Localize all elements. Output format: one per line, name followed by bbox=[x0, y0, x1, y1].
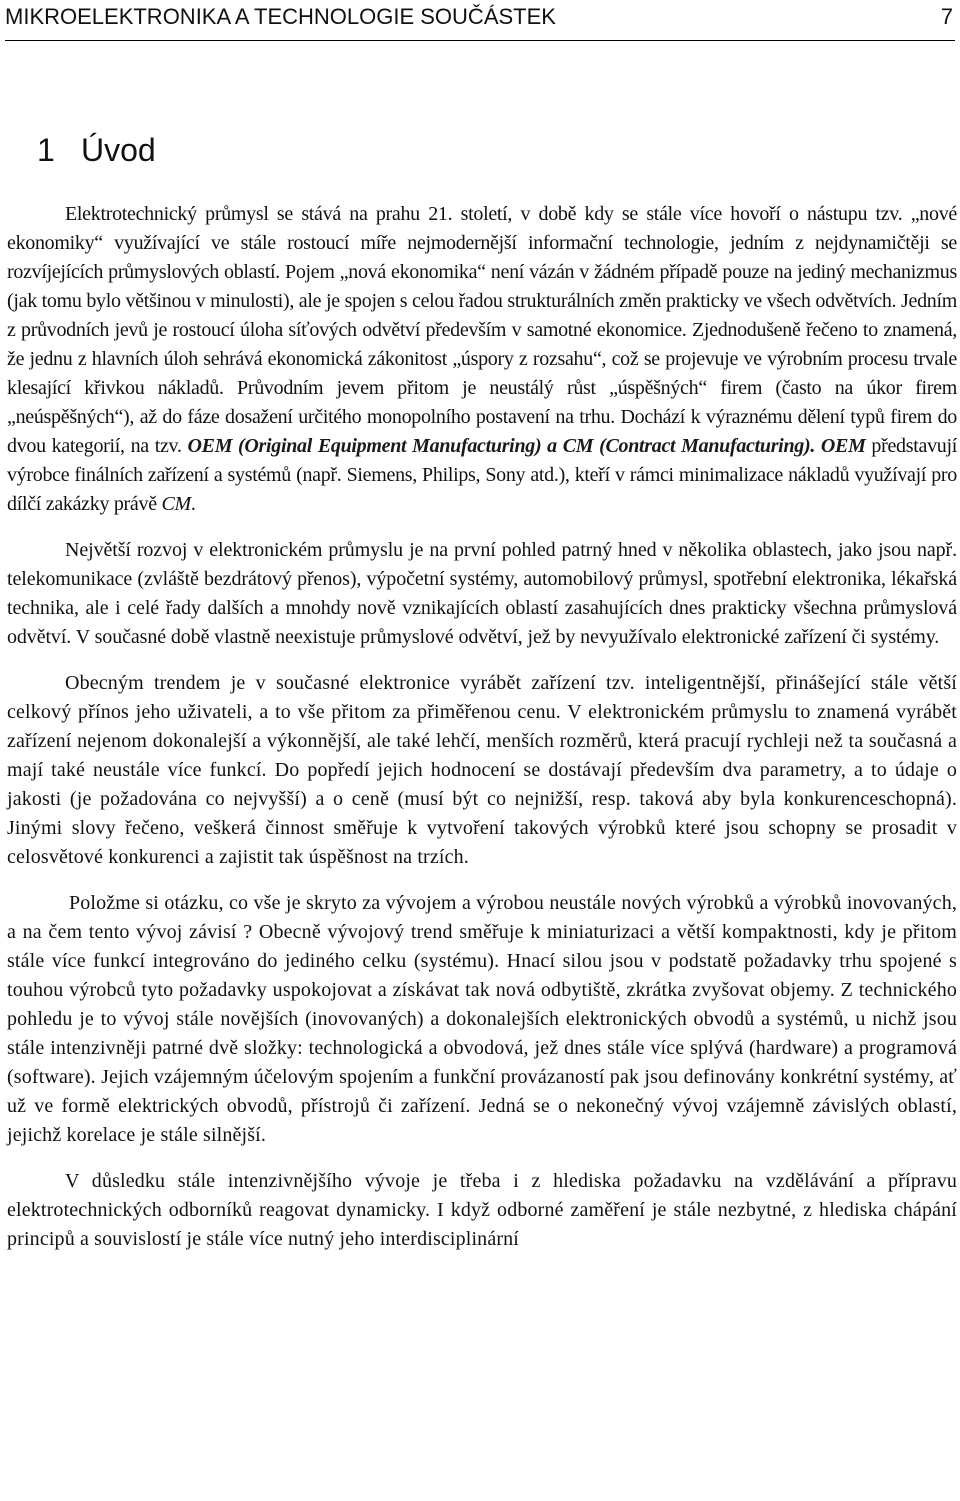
chapter-heading bbox=[37, 128, 156, 172]
paragraph-growth: Největší rozvoj v elektronickém průmyslu je na první pohled patrný hned v několika oblastech, jako jsou např. telekomunikace (zvláště bezdrátový přenos), výpočetní systémy, automobilový průmysl, spotřební elektronika, lékařská technika, ale i celé řady dalších a mnohdy nově vznikajících oblastí zasahujících dnes prakticky všechna průmyslová odvětví. V současné době vlastně neexistuje průmyslové odvětví, jež by nevyužívalo elektronické zařízení či systémy. bbox=[7, 539, 957, 648]
page-number: 7 bbox=[940, 4, 953, 29]
chapter-title: Úvod bbox=[81, 132, 156, 168]
paragraph-intro-part-a: Elektrotechnický průmysl se stává na prahu 21. století, v době kdy se stále více hovoří o nástupu tzv. „nové ekonomiky“ využívající ve stále rostoucí míře nejmodernější informační technologie, jedním z nejdynamičtěji se rozvíjejících průmyslových oblastí. Pojem „nová ekonomika“ není vázán v žádném případě pouze na jediný mechanizmus (jak tomu bylo většinou v minulosti), ale je spojen s celou řadou strukturálních změn prakticky ve všech odvětvích. Jedním z průvodních jevů je rostoucí úloha síťových odvětví především v samotné ekonomice. Zjednodušeně řečeno to znamená, že jednu z hlavních úloh sehrává ekonomická zákonitost „úspory z rozsahu“, což se projevuje ve výrobním procesu trvale klesající křivkou nákladů. Průvodním jevem přitom je neustálý růst „úspěšných“ firem (často na úkor firem „neúspěšných“), až do fáze dosažení určitého monopolního postavení na trhu. Dochází k výraznému dělení typů firem do dvou kategorií, na tzv. bbox=[7, 203, 957, 457]
paragraph-intro bbox=[7, 200, 957, 519]
paragraph-question: Položme si otázku, co vše je skryto za vývojem a výrobou neustále nových výrobků a výrobků inovovaných, a na čem tento vývoj závisí ? Obecně vývojový trend směřuje k miniaturizaci a větší kompaktnosti, kdy je přitom stále více funkcí integrováno do jediného celku (systému). Hnací silou jsou v podstatě požadavky trhu spojené s touhou výrobců tyto požadavky uspokojovat a získávat tak nová odbytiště, zkrátka zvyšovat objemy. Z technického pohledu je to vývoj stále novějších (inovovaných) a dokonalejších elektronických obvodů a systémů, u nichž jsou stále intenzivněji patrné dvě složky: technologická a obvodová, jež dnes stále více splývá (hardware) a programová (software). Jejich vzájemným účelovým spojením a funkční provázaností pak jsou definovány konkrétní systémy, ať už ve formě elektrických obvodů, přístrojů či zařízení. Jedná se o nekonečný vývoj vzájemně závislých oblastí, jejichž korelace je stále silnější. bbox=[7, 892, 957, 1146]
body-text bbox=[7, 200, 957, 1271]
paragraph-intro-part-c: představují výrobce finálních zařízení a systémů (např. Siemens, Philips, Sony atd.), kteří v rámci minimalizace nákladů využívají pro dílčí zakázky právě bbox=[7, 435, 957, 515]
paragraph-intro-emphasis-cm: CM bbox=[161, 493, 191, 515]
running-header bbox=[5, 0, 955, 41]
chapter-number: 1 bbox=[37, 132, 55, 168]
running-header-title: MIKROELEKTRONIKA A TECHNOLOGIE SOUČÁSTEK bbox=[5, 4, 556, 29]
paragraph-trend: Obecným trendem je v současné elektronice vyrábět zařízení tzv. inteligentnější, přinášející stále větší celkový přínos jeho uživateli, a to vše přitom za přiměřenou cenu. V elektronickém průmyslu to znamená vyrábět zařízení nejenom dokonalejší a výkonnější, ale také lehčí, menších rozměrů, která pracují rychleji než ta současná a mají také neustále více funkcí. Do popředí jejich hodnocení se dostávají především dva parametry, a to údaje o jakosti (je požadována co nejvyšší) a o ceně (musí být co nejnižší, resp. taková aby byla konkurenceschopná). Jinými slovy řečeno, veškerá činnost směřuje k vytvoření takových výrobků které jsou schopny se prosadit v celosvětové konkurenci a zajistit tak úspěšnost na trzích. bbox=[7, 672, 957, 868]
paragraph-intro-emphasis-oem-cm: OEM (Original Equipment Manufacturing) a CM (Contract Manufacturing). bbox=[187, 435, 816, 457]
paragraph-intro-part-d: . bbox=[190, 493, 196, 515]
paragraph-education: V důsledku stále intenzivnějšího vývoje je třeba i z hlediska požadavku na vzdělávání a přípravu elektrotechnických odborníků reagovat dynamicky. I když odborné zaměření je stále nezbytné, z hlediska chápání principů a souvislostí je stále více nutný jeho interdisciplinární bbox=[7, 1170, 957, 1250]
paragraph-intro-emphasis-oem: OEM bbox=[820, 435, 866, 457]
